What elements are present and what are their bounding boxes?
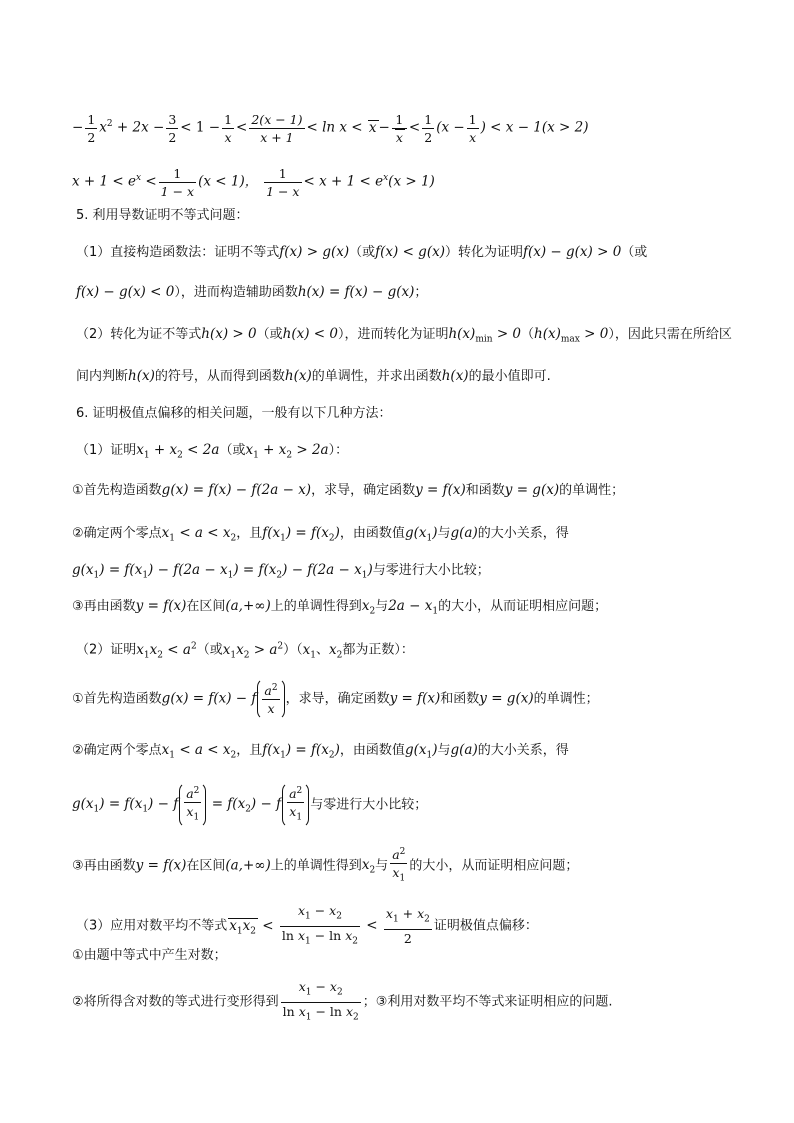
case-2-heading: （2）证明$x_1x_2 < a^2$（或$x_1x_2 > a^2)(x_1$、$x_2$都为正数）： (76, 641, 414, 661)
section-5-method-2: （2）转化为证不等式h(x) > 0（或h(x) < 0），进而转化为证明$h(x)_{min} > 0(h(x)_{max} > 0)$，因此只需在所给区 (76, 326, 732, 345)
case-1-step-1: ①首先构造函数g(x) = f(x) − f(2a − x)，求导，确定函数y = f(x)和函数y = g(x)的单调性； (72, 482, 625, 498)
case-2-step-1: ①首先构造函数g(x) = f(x) − f $\frac{a^2}{x}$ ，求导，确定函数y = f(x)和函数y = g(x)的单调性； (72, 678, 599, 720)
case-3-step-2: ②将所得含对数的等式进行变形得到 $\frac{x_1 - x_2}{\ln x_1 - \ln x_2}$ ；③利用对数平均不等式来证明相应的问题. (72, 979, 613, 1022)
case-2-step-3: ③再由函数y = f(x)在区间(a,+∞)上的单调性得到$x_2$与 $\frac{a^2}{x_1}$ 的大小，从而证明相应问题； (72, 844, 578, 891)
section-5-method-1: （1）直接构造函数法：证明不等式f(x) > g(x)（或f(x) < g(x)）转化为证明f(x) − g(x) > 0（或 (76, 244, 648, 260)
fraction: $\frac{1}{x}$ (392, 111, 407, 146)
fraction: $\frac{1}{x}$ (224, 111, 233, 145)
case-1-step-3: ③再由函数y = f(x)在区间(a,+∞)上的单调性得到$x_2$与$2a - x_1$的大小，从而证明相应问题； (72, 598, 608, 617)
sqrt: x (368, 119, 377, 136)
section-5-method-1-cont: f(x) − g(x) < 0），进而构造辅助函数h(x) = f(x) − g(x)； (76, 284, 428, 300)
section-5-heading: 5. 利用导数证明不等式问题： (76, 208, 249, 223)
fraction: $\frac{1}{2}$ (87, 111, 96, 145)
case-1-step-2: ②确定两个零点$x_1 < a < x_2$，且$f(x_1) = f(x_2)$，由函数值$g(x_1)$与g(a)的大小关系，得 (72, 525, 569, 544)
fraction: $\frac{2(x - 1)}{x + 1}$ (251, 111, 303, 145)
case-1-heading: （1）证明$x_1 + x_2 < 2a$（或$x_1 + x_2 > 2a$）： (76, 442, 349, 461)
fraction: $\frac{3}{2}$ (168, 111, 177, 145)
case-3-heading: （3）应用对数平均不等式 $x_1x_2$ < $\frac{x_1 - x_2}{\ln x_1 - \ln x_2}$ < $\frac{x_1 + x_2}{2}$ 证明极值点偏移： (76, 903, 538, 946)
inequality-chain-1: − $\frac{1}{2}$ $x^2 + 2x$ − $\frac{3}{2}$ < 1 − $\frac{1}{x}$ < $\frac{2(x - 1)}{x + 1}$ < ln x < x − $\frac{1}{x}$ < $\frac{1}{2}$ (x − $\frac{1}{x}$ ) < x − 1(x > 2) (72, 111, 589, 145)
case-2-step-2: ②确定两个零点$x_1 < a < x_2$，且$f(x_1) = f(x_2)$，由函数值$g(x_1)$与g(a)的大小关系，得 (72, 742, 569, 761)
section-5-method-2-cont: 间内判断h(x)的符号，从而得到函数h(x)的单调性，并求出函数h(x)的最小值即可. (76, 368, 551, 384)
case-1-step-2-cont: $g(x_1) = f(x_1) - f(2a - x_1) = f(x_2) - f(2a - x_1)$与零进行大小比较； (72, 562, 490, 581)
inequality-chain-2: $x + 1 < e^x$ < $\frac{1}{1 - x}$ (x < 1)， $\frac{1}{1 - x}$ < $x + 1 < e^x(x > 1)$ (72, 165, 435, 199)
fraction: $\frac{1}{2}$ (424, 111, 433, 145)
fraction: $\frac{1}{1 - x}$ (160, 165, 195, 199)
case-3-step-1: ①由题中等式中产生对数； (72, 948, 227, 963)
section-6-heading: 6. 证明极值点偏移的相关问题，一般有以下几种方法： (76, 406, 392, 421)
fraction: $\frac{1}{1 - x}$ (266, 165, 300, 199)
case-2-step-2-cont: $g(x_1) = f(x_1) - f$ $\frac{a^2}{x_1}$ = $f(x_2) - f$ $\frac{a^2}{x_1}$ 与零进行大小比较； (72, 782, 427, 830)
fraction: $\frac{1}{x}$ (468, 111, 477, 145)
